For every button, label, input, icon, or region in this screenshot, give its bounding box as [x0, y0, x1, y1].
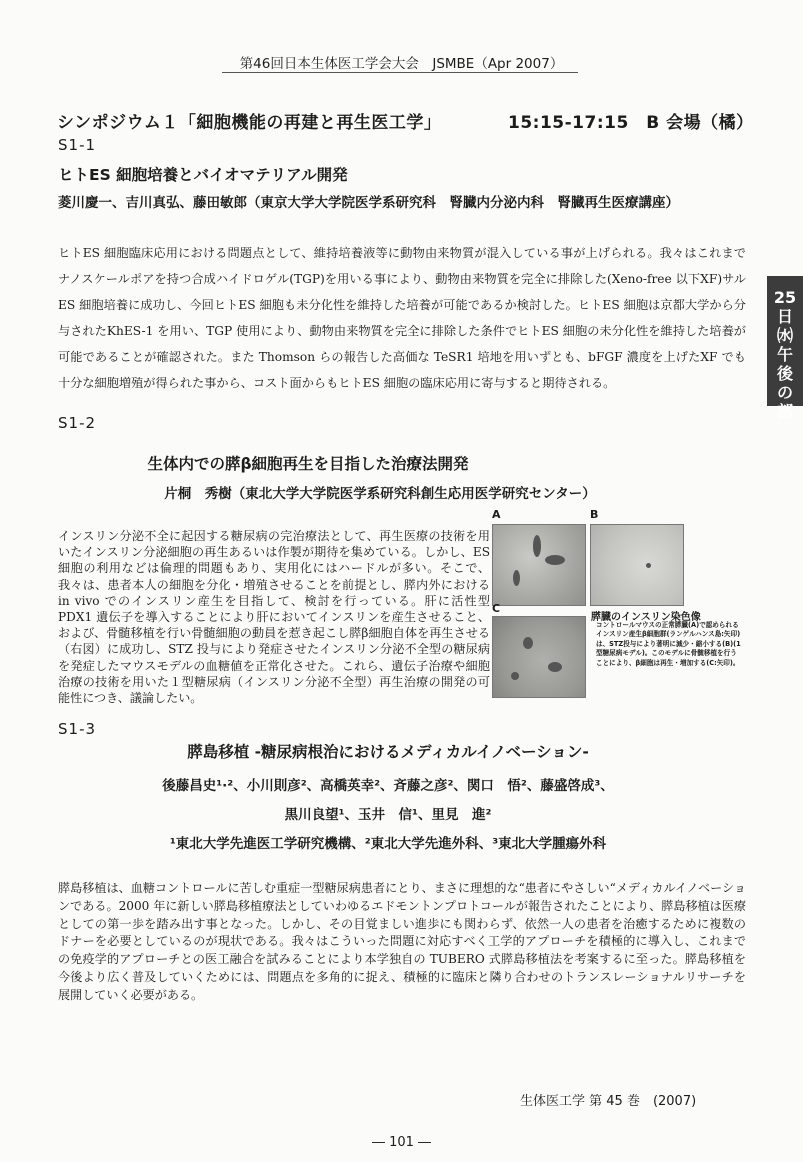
- side-tab-line: の: [776, 383, 793, 402]
- journal-footer: 生体医工学 第 45 巻 (2007): [520, 1094, 697, 1109]
- header-rule: [222, 72, 578, 73]
- s1-2-abstract: インスリン分泌不全に起因する糖尿病の完治療法として、再生医療の技術を用いたインスリン分泌細胞の再生あるいは作製が期待を集めている。しかし、ES 細胞の利用などは倫理的問題もあり、実用化にはハードルが多い。そこで、我々は、患者本人の細胞を分化・増殖させることを前提とし、膵内外における in vivo でのインスリン産生を目指して、検討を行っている。肝に活性型 PDX1 遺伝子を導入することにより肝においてインスリンを産生させること、および、骨髄移植を行い骨髄細胞の動員を惹き起こし膵β細胞自体を再生させる（右図）に成功し、STZ 投与により発症させたインスリン分泌不全型の糖尿病を発症したマウスモデルの血糖値を正常化させた。これら、遺伝子治療や細胞治療の技術を用いた１型糖尿病（インスリン分泌不全型）再生治療の開発の可能性につき、議論したい。: [58, 529, 490, 706]
- s1-1-authors: 菱川慶一、吉川真弘、藤田敏郎（東京大学大学院医学系研究科 腎臓内分泌内科 腎臓再生医療講座）: [58, 195, 679, 211]
- symposium-title: シンポジウム１「細胞機能の再建と再生医工学」: [57, 113, 442, 133]
- side-tab-line: 後: [776, 364, 793, 383]
- side-tab-line: 25: [773, 288, 797, 307]
- s1-3-code: S1-3: [58, 720, 97, 738]
- s1-3-authors-line1: 後藤昌史¹·²、小川則彦²、高橋英幸²、斉藤之彦²、関口 悟²、藤盛啓成³、: [162, 778, 614, 794]
- page-number: ― 101 ―: [371, 1135, 432, 1150]
- side-tab-line: 部: [776, 402, 793, 421]
- s1-2-authors: 片桐 秀樹（東北大学大学院医学系研究科創生応用医学研究センター）: [164, 486, 596, 502]
- insulin-stain-figure: [492, 508, 742, 694]
- panel-a-label: A: [492, 508, 501, 521]
- s1-2-code: S1-2: [58, 414, 97, 432]
- s1-2-title: 生体内での膵β細胞再生を目指した治療法開発: [147, 455, 469, 473]
- figure-caption-text: コントロールマウスの正常膵臓(A)で認められるインスリン産生β細胞群(ランゲルハンス島:矢印)は、STZ投与により著明に減少・縮小する(B)(1型糖尿病モデル)。このモデルに骨髄移植を行うことにより、β細胞は再生・増加する(C:矢印)。: [596, 621, 741, 667]
- s1-3-title: 膵島移植 -糖尿病根治におけるメディカルイノベーション-: [187, 743, 589, 761]
- s1-1-abstract: ヒトES 細胞臨床応用における問題点として、維持培養液等に動物由来物質が混入している事が上げられる。我々はこれまでナノスケールポアを持つ合成ハイドロゲル(TGP)を用いる事により、動物由来物質を完全に排除した(Xeno-free 以下XF)サルES 細胞培養に成功し、今回ヒトES 細胞も未分化性を維持した培養が可能であるか検討した。ヒトES 細胞は京都大学から分与されたKhES-1 を用い、TGP 使用により、動物由来物質を完全に排除した条件でヒトES 細胞の未分化性を維持した培養が可能であることが確認された。また Thomson らの報告した高価な TeSR1 培地を用いずとも、bFGF 濃度を上げたXF でも十分な細胞増殖が得られた事から、コスト面からもヒトES 細胞の臨床応用に寄与すると期待される。: [58, 246, 746, 390]
- s1-1-code: S1-1: [58, 136, 97, 154]
- s1-3-abstract: 膵島移植は、血糖コントロールに苦しむ重症一型糖尿病患者にとり、まさに理想的な“患者にやさしい“メディカルイノベーションである。2000 年に新しい膵島移植療法としていわゆるエドモントンプロトコールが報告されたことにより、膵島移植は医療としての第一歩を踏み出す事となった。しかし、その目覚ましい進歩にも関わらず、依然一人の患者を治癒するために複数のドナーを必要としているのが現状である。我々はこういった問題に対応すべく工学的アプローチを積極的に導入し、これまでの免疫学的アプローチとの医工融合を試みることにより本学独自の TUBERO 式膵島移植法を考案するに至った。膵島移植を今後より広く普及していくためには、問題点を多角的に捉え、積極的に臨床と隣り合わせのトランスレーショナルリサーチを展開していく必要がある。: [58, 881, 746, 1002]
- panel-c-image: [492, 616, 586, 698]
- panel-c-label: C: [492, 602, 501, 615]
- side-tab-line: ㈬: [776, 326, 793, 345]
- side-tab-line: 日: [776, 307, 793, 326]
- panel-b-image: [590, 524, 684, 606]
- conference-header: 第46回日本生体医工学会大会 JSMBE（Apr 2007）: [239, 56, 564, 72]
- side-tab-line: 午: [776, 345, 793, 364]
- symposium-time-room: 15:15-17:15 B 会場（橘）: [508, 113, 754, 133]
- s1-1-title: ヒトES 細胞培養とバイオマテリアル開発: [58, 166, 348, 184]
- s1-3-authors-line2: 黒川良望¹、玉井 信¹、里見 進²: [284, 807, 492, 823]
- s1-3-affiliations: ¹東北大学先進医工学研究機構、²東北大学先進外科、³東北大学腫瘍外科: [169, 836, 607, 852]
- panel-b-label: B: [590, 508, 599, 521]
- side-tab: [767, 276, 803, 421]
- figure-caption-title: 膵臓のインスリン染色像: [591, 612, 701, 623]
- panel-a-image: [492, 524, 586, 606]
